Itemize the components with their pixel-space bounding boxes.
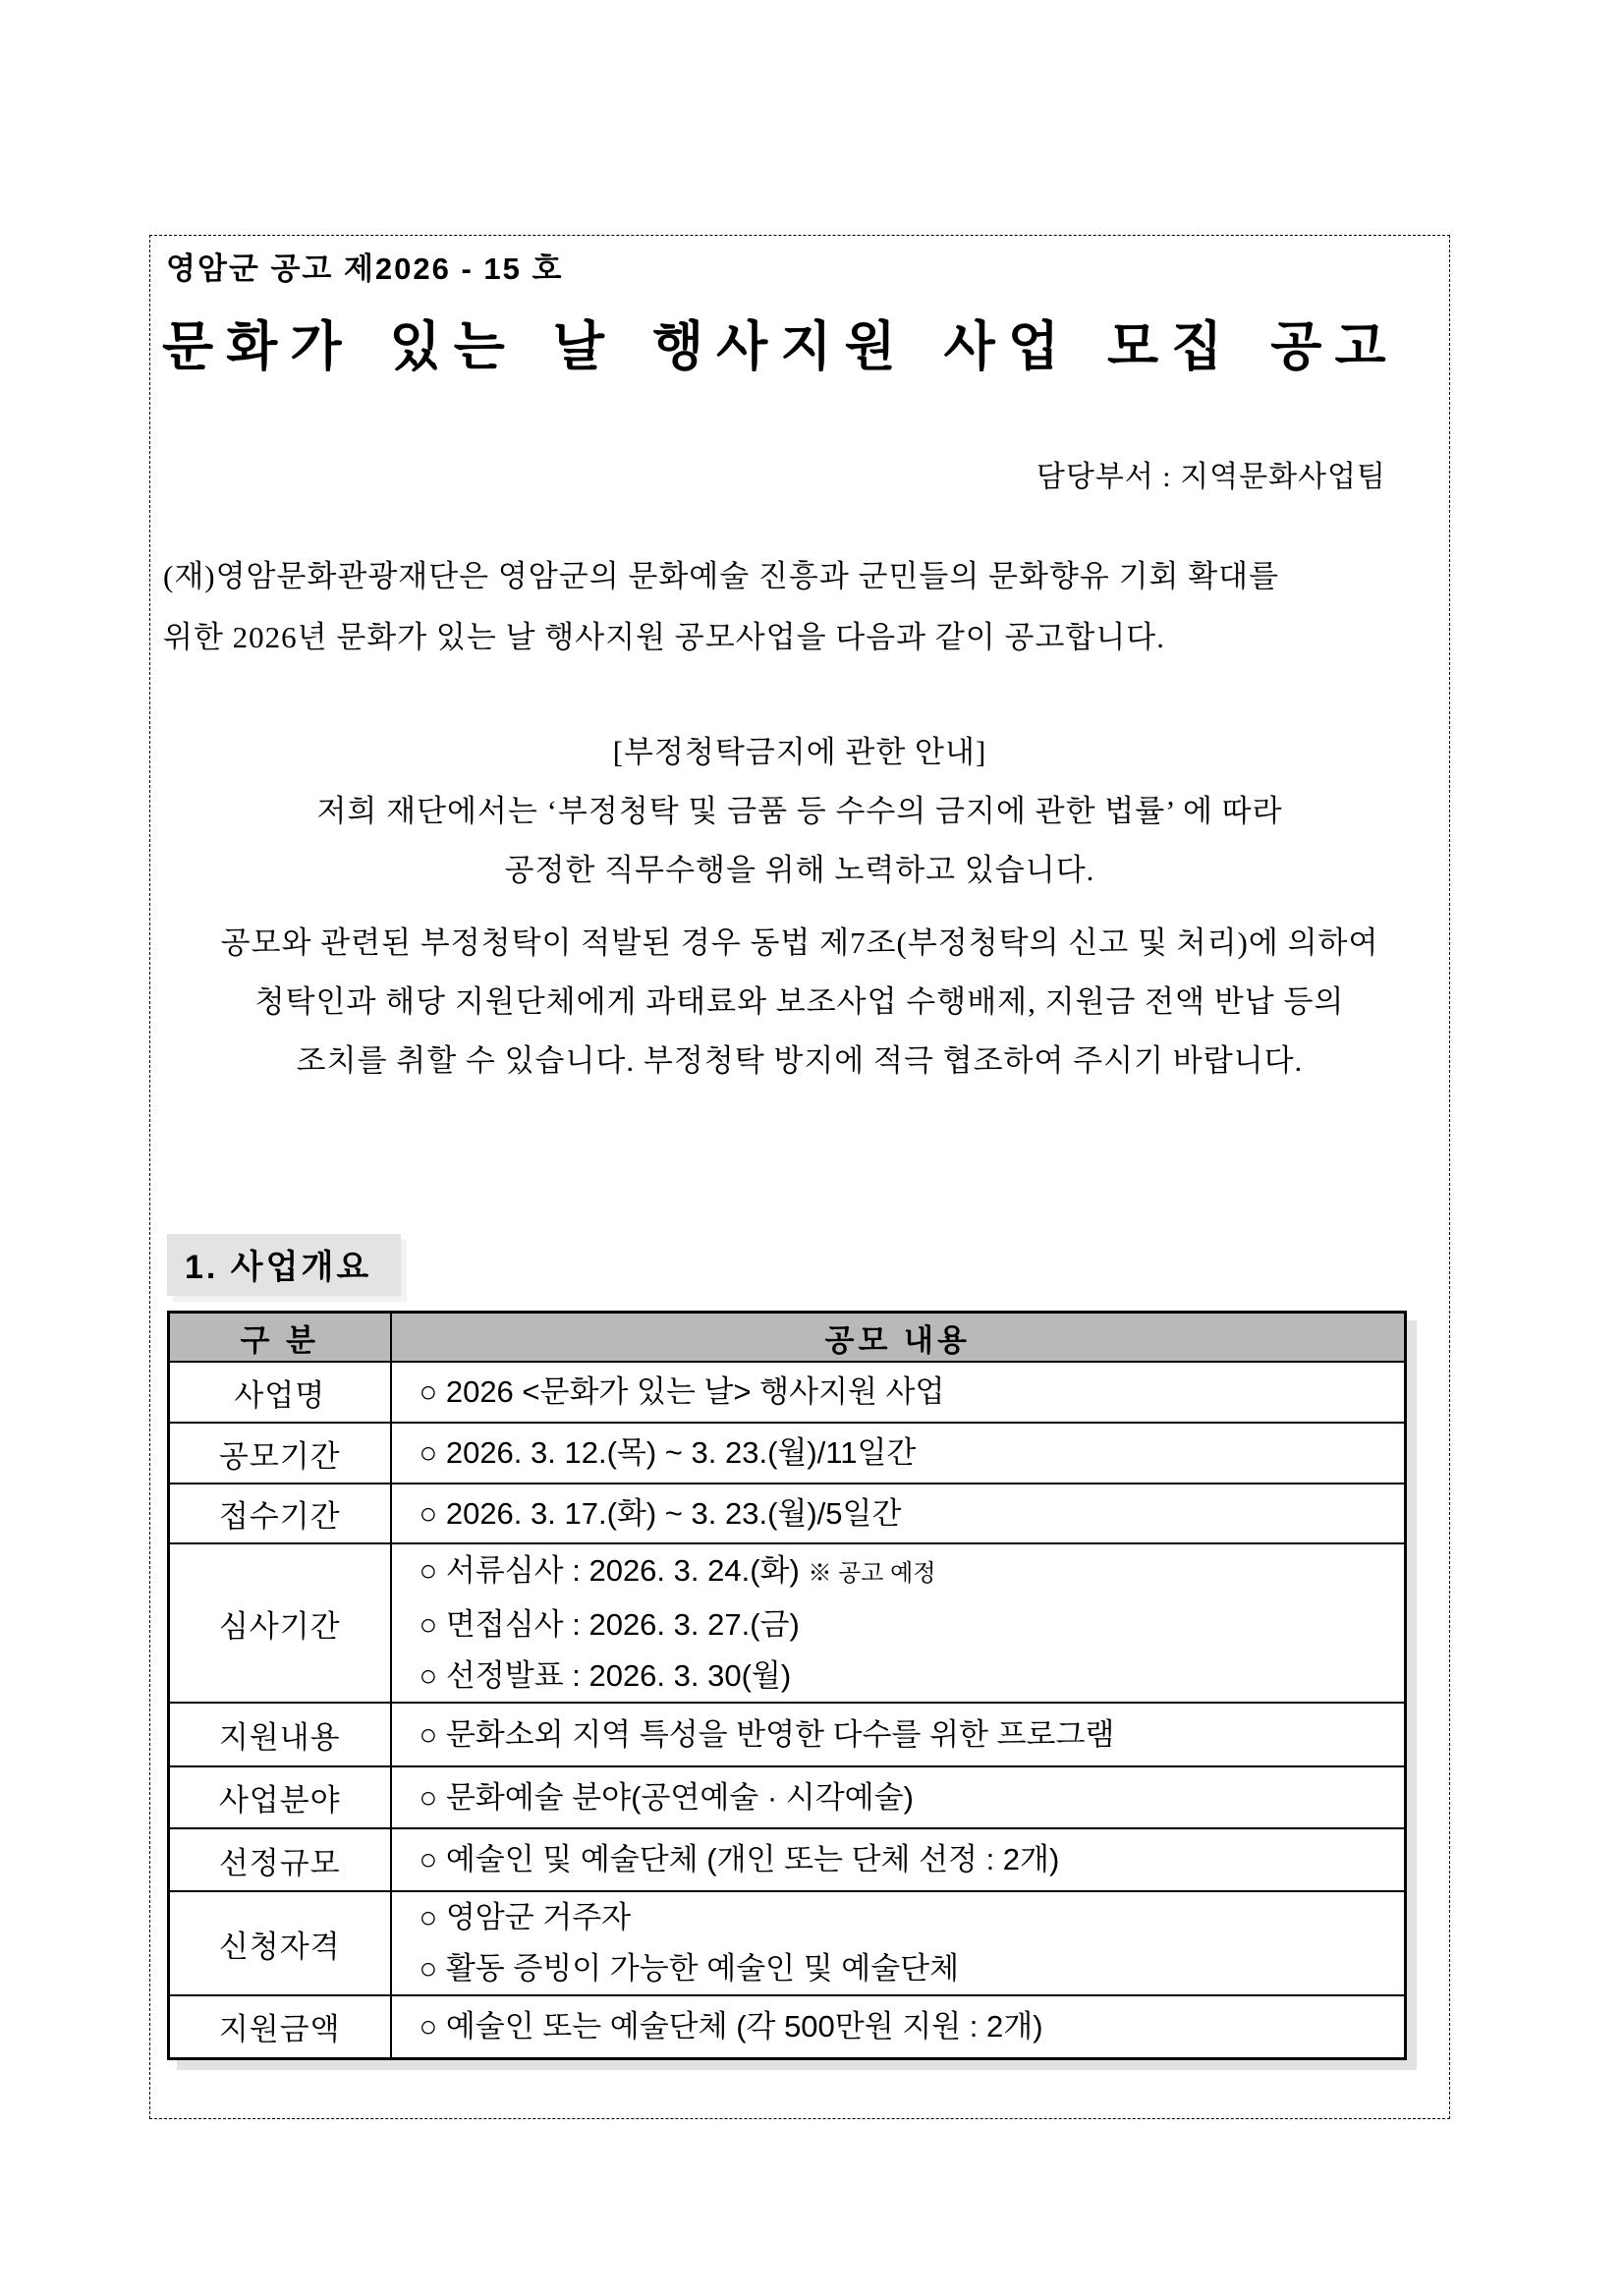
table-row-announcement-period — [169, 1423, 1406, 1484]
row-label: 신청자격 — [169, 1891, 391, 1995]
row-label: 지원내용 — [169, 1703, 391, 1766]
row-value — [391, 1703, 1406, 1766]
row-value — [391, 1995, 1406, 2058]
row-value-line: ○ 면접심사 : 2026. 3. 27.(금) — [419, 1606, 800, 1642]
anti-graft-notice — [150, 723, 1449, 1091]
row-label: 사업분야 — [169, 1766, 391, 1828]
row-value — [391, 1828, 1406, 1891]
table-row-selection-scale — [169, 1828, 1406, 1891]
anti-graft-line-4: 청탁인과 해당 지원단체에게 과태료와 보조사업 수행배제, 지원금 전액 반납 등의 — [254, 984, 1345, 1019]
anti-graft-line-3: 공모와 관련된 부정청탁이 적발된 경우 동법 제7조(부정청탁의 신고 및 처리)에 의하여 — [220, 925, 1379, 960]
row-value — [391, 1891, 1406, 1995]
table-header-category: 구 분 — [169, 1313, 391, 1363]
row-label: 심사기간 — [169, 1543, 391, 1703]
section-1-heading: 1. 사업개요 — [167, 1234, 401, 1296]
row-value-line: ○ 영암군 거주자 — [419, 1900, 632, 1934]
row-label: 사업명 — [169, 1362, 391, 1423]
anti-graft-line-2: 공정한 직무수행을 위해 노력하고 있습니다. — [504, 853, 1095, 887]
row-value-line: ○ 2026 <문화가 있는 날> 행사지원 사업 — [419, 1374, 945, 1409]
row-value-line: ○ 예술인 및 예술단체 (개인 또는 단체 선정 : 2개) — [419, 1842, 1060, 1876]
row-value — [391, 1484, 1406, 1543]
department-line: 담당부서 : 지역문화사업팀 — [1036, 461, 1386, 493]
row-label: 공모기간 — [169, 1423, 391, 1484]
table-row-eligibility — [169, 1891, 1406, 1995]
intro-line-1: (재)영암문화관광재단은 영암군의 문화예술 진흥과 군민들의 문화향유 기회 확대를 — [163, 559, 1280, 593]
row-label: 지원금액 — [169, 1995, 391, 2058]
row-value — [391, 1766, 1406, 1828]
table-row-project-name — [169, 1362, 1406, 1423]
row-value — [391, 1423, 1406, 1484]
row-value-line: ○ 문화소외 지역 특성을 반영한 다수를 위한 프로그램 — [419, 1716, 1115, 1752]
overview-table — [167, 1311, 1407, 2060]
row-value-line: ○ 예술인 또는 예술단체 (각 500만원 지원 : 2개) — [419, 2008, 1043, 2044]
anti-graft-line-1: 저희 재단에서는 ‘부정청탁 및 금품 등 수수의 금지에 관한 법률’ 에 따라 — [316, 794, 1283, 828]
table-row-review-period — [169, 1543, 1406, 1703]
row-value — [391, 1543, 1406, 1703]
row-value-line — [420, 1545, 1405, 1599]
table-row-application-period — [169, 1484, 1406, 1543]
notice-number: 영암군 공고 제2026 - 15 호 — [166, 252, 564, 286]
intro-paragraph — [163, 546, 1440, 668]
table-row-support-content — [169, 1703, 1406, 1766]
anti-graft-heading: [부정청탁금지에 관한 안내] — [612, 735, 987, 769]
row-value-line: ○ 2026. 3. 17.(화) ~ 3. 23.(월)/5일간 — [419, 1495, 902, 1531]
notice-dashed-border-box — [149, 235, 1450, 2119]
row-label: 접수기간 — [169, 1484, 391, 1543]
anti-graft-line-5: 조치를 취할 수 있습니다. 부정청탁 방지에 적극 협조하여 주시기 바랍니다. — [296, 1043, 1304, 1078]
row-value — [391, 1362, 1406, 1423]
table-row-support-amount — [169, 1995, 1406, 2058]
review-doc-line: ○ 서류심사 : 2026. 3. 24.(화) — [419, 1552, 800, 1588]
row-value-line: ○ 활동 증빙이 가능한 예술인 및 예술단체 — [419, 1951, 960, 1986]
table-header-content: 공모 내용 — [391, 1313, 1406, 1363]
row-value-line: ○ 선정발표 : 2026. 3. 30(월) — [419, 1657, 792, 1693]
table-row-project-field — [169, 1766, 1406, 1828]
review-note: ※ 공고 예정 — [808, 1559, 936, 1587]
table-header-row — [169, 1313, 1406, 1363]
row-label: 선정규모 — [169, 1828, 391, 1891]
page-title: 문화가 있는 날 행사지원 사업 모집 공고 — [162, 317, 1399, 376]
row-value-line: ○ 2026. 3. 12.(목) ~ 3. 23.(월)/11일간 — [419, 1435, 917, 1470]
row-value-line: ○ 문화예술 분야(공연예술 · 시각예술) — [419, 1779, 914, 1815]
intro-line-2: 위한 2026년 문화가 있는 날 행사지원 공모사업을 다음과 같이 공고합니다. — [163, 620, 1165, 654]
